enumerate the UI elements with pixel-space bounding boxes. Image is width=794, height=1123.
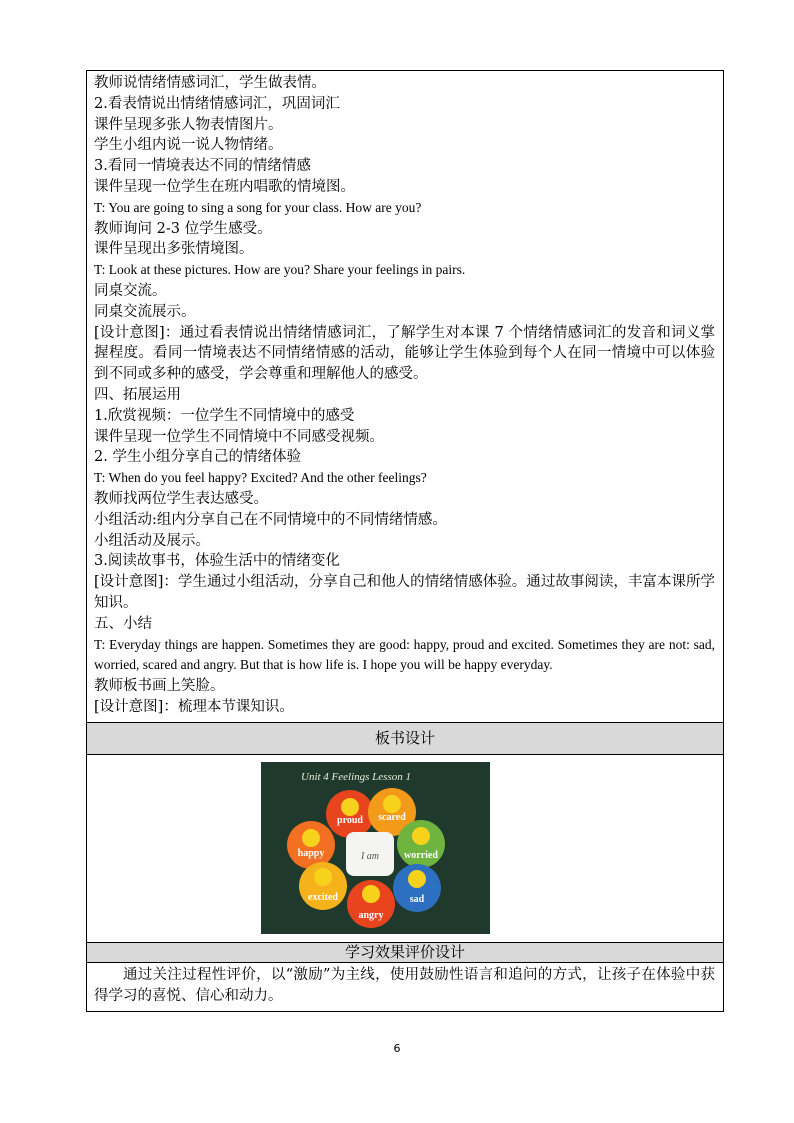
- word-excited: excited: [308, 891, 338, 903]
- center-text: I am: [360, 850, 380, 862]
- word-happy: happy: [297, 847, 325, 859]
- board-design-header: 板书设计: [87, 722, 723, 755]
- bubble-worried: [397, 820, 445, 868]
- english-line: T: Look at these pictures. How are you? Share your feelings in pairs.: [94, 262, 466, 278]
- evaluation-header: 学习效果评价设计: [87, 942, 723, 963]
- section-heading: 五、小结: [94, 615, 152, 632]
- design-intent: [设计意图]：学生通过小组活动，分享自己和他人的情绪情感体验。通过故事阅读，丰富本课所学知识。: [94, 574, 715, 611]
- text-line: 课件呈现一位学生不同情境中不同感受视频。: [94, 428, 384, 445]
- word-proud: proud: [337, 814, 363, 826]
- blackboard-drawing: [261, 762, 490, 934]
- center-card: [346, 832, 394, 876]
- word-scared: scared: [378, 811, 406, 823]
- page-number: 6: [393, 1042, 401, 1055]
- text-line: 课件呈现出多张情境图。: [94, 241, 254, 258]
- design-intent: [设计意图]：梳理本节课知识。: [94, 698, 294, 715]
- english-paragraph: T: Everyday things are happen. Sometimes they are good: happy, proud and excited. Sometimes they are not: sad, worried, scared and angry. But that is how life is. I hope you will be happy everyday.: [94, 636, 715, 673]
- text-line: 1.欣赏视频：一位学生不同情境中的感受: [94, 407, 355, 424]
- design-intent: [设计意图]：通过看表情说出情绪情感词汇，了解学生对本课 7 个情绪情感词汇的发音和词义掌握程度。看同一情境表达不同情绪情感的活动，能够让学生体验到每个人在同一情境中可以体验到不同或多种的感受，学会尊重和理解他人的感受。: [94, 324, 715, 383]
- text-line: 教师说情绪情感词汇，学生做表情。: [94, 75, 326, 91]
- lesson-table: [86, 70, 724, 1012]
- section-heading: 四、拓展运用: [94, 386, 181, 403]
- text-line: 小组活动:组内分享自己在不同情境中的不同情绪情感。: [94, 511, 447, 528]
- bubble-sad: [393, 864, 441, 912]
- text-line: 教师询问 2-3 位学生感受。: [94, 220, 272, 237]
- text-line: 3.阅读故事书，体验生活中的情绪变化: [94, 553, 340, 570]
- text-line: 学生小组内说一说人物情绪。: [94, 137, 283, 154]
- text-line: 3.看同一情境表达不同的情绪情感: [94, 158, 311, 175]
- word-sad: sad: [409, 893, 425, 905]
- procedure-cell: [87, 71, 723, 722]
- bubble-proud: [326, 790, 374, 838]
- text-line: 小组活动及展示。: [94, 532, 210, 549]
- text-line: 2. 学生小组分享自己的情绪体验: [94, 449, 301, 466]
- bubble-angry: [347, 880, 395, 928]
- text-line: 教师找两位学生表达感受。: [94, 490, 268, 507]
- english-line: T: You are going to sing a song for your class. How are you?: [94, 199, 422, 215]
- board-title: Unit 4 Feelings Lesson 1: [301, 770, 411, 783]
- bubble-excited: [299, 862, 347, 910]
- text-line: 课件呈现一位学生在班内唱歌的情境图。: [94, 178, 355, 195]
- blackboard-photo: [261, 762, 490, 934]
- text-line: 2.看表情说出情绪情感词汇，巩固词汇: [94, 95, 340, 112]
- english-line: T: When do you feel happy? Excited? And the other feelings?: [94, 470, 427, 486]
- board-image-cell: [87, 755, 723, 942]
- evaluation-text: 通过关注过程性评价，以“激励”为主线，使用鼓励性语言和追问的方式，让孩子在体验中获得学习的喜悦、信心和动力。: [94, 966, 715, 1004]
- word-worried: worried: [404, 849, 438, 861]
- bubble-happy: [287, 821, 335, 869]
- text-line: 教师板书画上笑脸。: [94, 678, 225, 695]
- text-line: 同桌交流展示。: [94, 303, 196, 320]
- word-angry: angry: [358, 909, 384, 921]
- text-line: 课件呈现多张人物表情图片。: [94, 116, 283, 133]
- text-line: 同桌交流。: [94, 282, 167, 299]
